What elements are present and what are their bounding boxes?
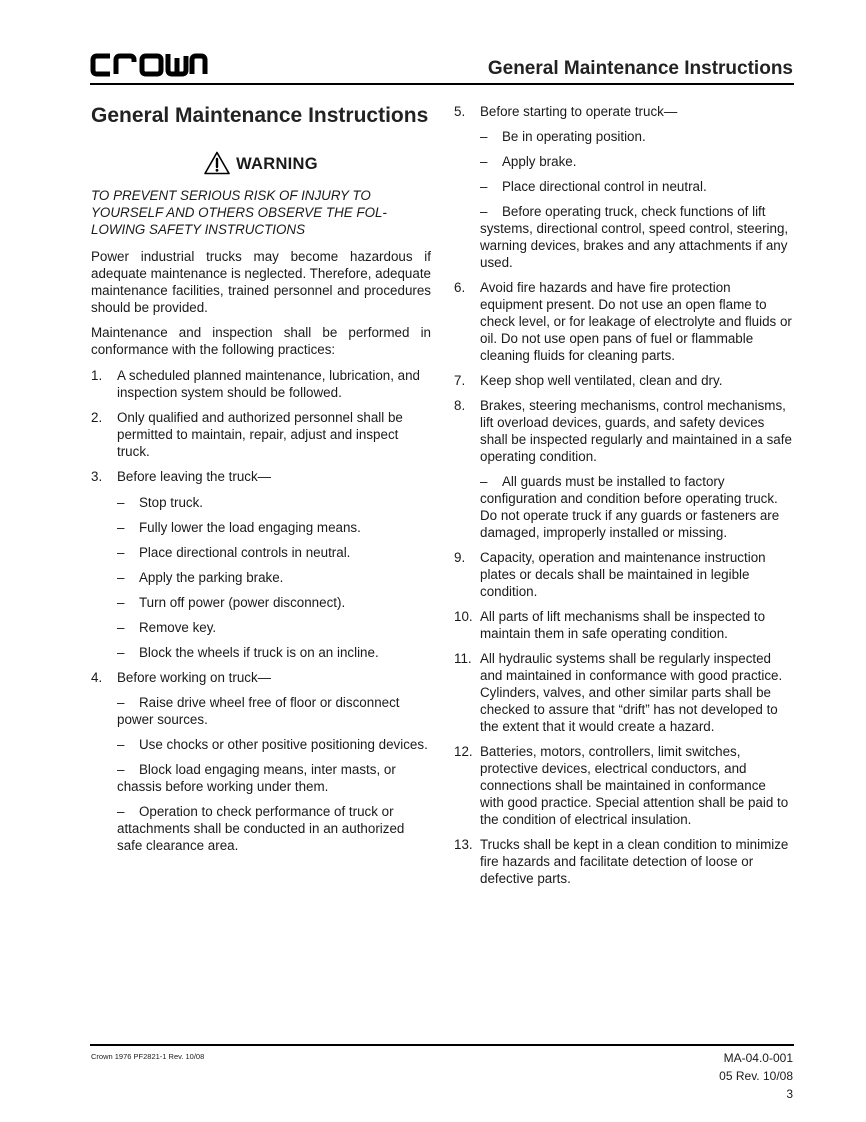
right-column: [454, 103, 792, 895]
item-text: Brakes, steering mechanisms, control mechanisms, lift overload devices, guards, and safety devices shall be inspected regularly and maintained in a safe operating condition.: [480, 398, 792, 464]
list-item: [91, 468, 431, 485]
list-item: [454, 608, 792, 642]
sub-item: – Be in operating position.: [480, 129, 646, 144]
page-number: 3: [786, 1087, 793, 1101]
list-item: [454, 279, 792, 364]
sub-item: – Apply brake.: [480, 154, 577, 169]
item-number: 3.: [91, 469, 103, 484]
sub-item: – Place directional control in neutral.: [480, 179, 707, 194]
footer-right: [719, 1049, 793, 1103]
list-item: [454, 372, 792, 389]
item-text: Before starting to operate truck—: [480, 104, 678, 119]
revision: 05 Rev. 10/08: [719, 1069, 793, 1083]
item-text: A scheduled planned maintenance, lubrication, and inspection system should be followed.: [117, 368, 420, 400]
item-text: Batteries, motors, controllers, limit switches, protective devices, electrical conductors, and connections shall be maintained in conformance with good practice. Special attention shall be paid to the condition of electrical insulation.: [480, 744, 789, 827]
intro-paragraph: Power industrial trucks may become hazardous if adequate maintenance is neglected. Therefore, adequate maintenance facilities, trained personnel and procedures should be provided.: [91, 249, 431, 315]
item-text: All hydraulic systems shall be regularly inspected and maintained in conformance with good practice. Cylinders, valves, and other similar parts shall be checked to assure that “drift” has not developed to the extent that it would create a hazard.: [480, 651, 783, 734]
sub-item: – All guards must be installed to factory configuration and condition before operating truck. Do not operate truck if any guards or fasteners are damaged, improperly installed or missing.: [480, 474, 780, 540]
sub-item: – Use chocks or other positive positioning devices.: [117, 736, 428, 752]
list-item: [454, 836, 792, 887]
item-number: 12.: [454, 744, 473, 759]
left-column: [91, 103, 431, 862]
item-text: Only qualified and authorized personnel shall be permitted to maintain, repair, adjust and inspect truck.: [117, 410, 403, 459]
sub-item: – Stop truck.: [117, 494, 204, 510]
warning-text: TO PREVENT SERIOUS RISK OF INJURY TO YOURSELF AND OTHERS OBSERVE THE FOL-LOWING SAFETY INSTRUCTIONS: [91, 188, 387, 237]
item-text: Before working on truck—: [117, 669, 272, 685]
item-number: 9.: [454, 550, 466, 565]
sub-item: – Operation to check performance of truck or attachments shall be conducted in an authorized safe clearance area.: [117, 803, 405, 853]
item-number: 6.: [454, 280, 466, 295]
list-item: [91, 409, 431, 460]
header-rule: [90, 83, 794, 85]
list-item: [454, 549, 792, 600]
sub-item: – Block the wheels if truck is on an incline.: [117, 644, 379, 660]
doc-number: MA-04.0-001: [723, 1051, 793, 1065]
item-text: Keep shop well ventilated, clean and dry.: [480, 373, 723, 388]
list-item: [454, 650, 792, 735]
item-number: 8.: [454, 398, 466, 413]
list-item: [454, 103, 792, 120]
crown-logo: [90, 52, 208, 83]
item-number: 2.: [91, 410, 103, 425]
item-text: Before leaving the truck—: [117, 469, 272, 484]
item-text: Avoid fire hazards and have fire protection equipment present. Do not use an open flame to check level, or for leakage of electrolyte and fluids or oil. Do not use open pans of fuel or flammable cleaning fluids for cleaning parts.: [480, 280, 792, 363]
item-number: 10.: [454, 609, 473, 624]
sub-item: – Turn off power (power disconnect).: [117, 594, 346, 610]
item-number: 13.: [454, 837, 473, 852]
warning-triangle-icon: [204, 151, 230, 175]
list-item: [454, 743, 792, 828]
footer-left: Crown 1976 PF2821-1 Rev. 10/08: [91, 1052, 205, 1061]
item-number: 7.: [454, 373, 466, 388]
item-number: 5.: [454, 104, 466, 119]
item-text: All parts of lift mechanisms shall be inspected to maintain them in safe operating condition.: [480, 609, 766, 641]
intro-paragraph: Maintenance and inspection shall be performed in conformance with the following practices:: [91, 325, 431, 357]
footer-rule: [90, 1044, 794, 1046]
item-text: Capacity, operation and maintenance instruction plates or decals shall be maintained in legible condition.: [480, 550, 766, 599]
sub-item: – Raise drive wheel free of floor or disconnect power sources.: [117, 694, 400, 727]
item-number: 11.: [454, 651, 472, 666]
item-number: 1.: [91, 368, 103, 383]
warning-heading: [91, 151, 431, 181]
list-item: [454, 397, 792, 465]
list-item: [91, 367, 431, 401]
sub-item: – Remove key.: [117, 619, 217, 635]
section-title: General Maintenance Instructions: [91, 104, 429, 127]
item-text: Trucks shall be kept in a clean condition to minimize fire hazards and facilitate detection of loose or defective parts.: [480, 837, 789, 886]
sub-item: – Block load engaging means, inter masts, or chassis before working under them.: [117, 761, 396, 794]
list-item: [91, 669, 431, 686]
warning-label: WARNING: [236, 155, 318, 173]
sub-item: – Fully lower the load engaging means.: [117, 519, 361, 535]
sub-item: – Before operating truck, check functions of lift systems, directional control, speed control, steering, warning devices, brakes and any attachments if any used.: [480, 204, 789, 270]
header-title: General Maintenance Instructions: [487, 58, 793, 79]
sub-item: – Apply the parking brake.: [117, 569, 284, 585]
sub-item: – Place directional controls in neutral.: [117, 544, 351, 560]
item-number: 4.: [91, 669, 103, 685]
